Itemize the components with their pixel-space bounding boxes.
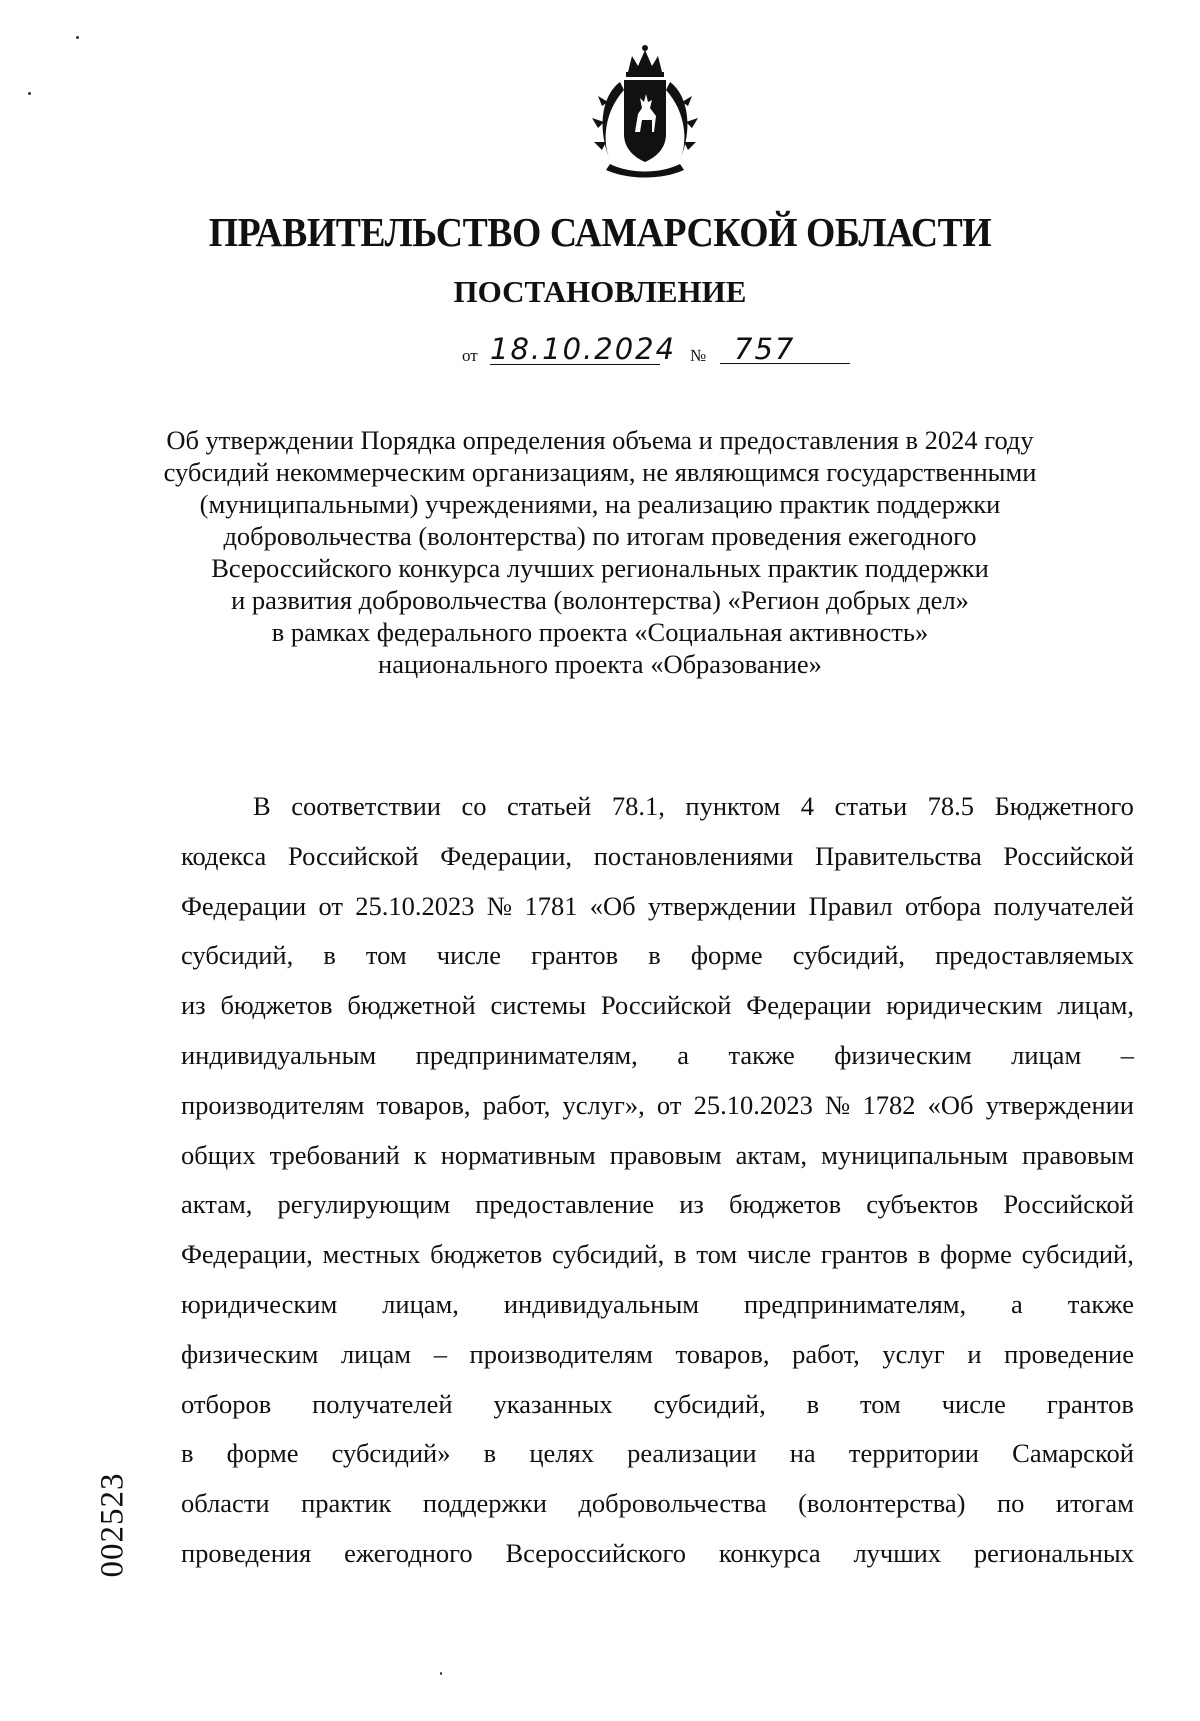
body-word: индивидуальным bbox=[503, 1289, 700, 1319]
body-word: производителям bbox=[469, 1338, 653, 1369]
body-word: территории bbox=[848, 1438, 979, 1469]
body-word: том bbox=[860, 1388, 901, 1419]
number-prefix: № bbox=[690, 346, 707, 365]
body-word: В bbox=[253, 791, 271, 821]
body-word: требований bbox=[269, 1139, 400, 1170]
body-word: и bbox=[967, 1338, 982, 1369]
body-word: Самарской bbox=[1012, 1438, 1134, 1469]
body-word: физическим bbox=[834, 1040, 972, 1070]
body-word: физическим bbox=[181, 1338, 319, 1369]
body-word: производителям bbox=[181, 1089, 365, 1120]
document-number: 757 bbox=[720, 334, 850, 364]
body-word: предоставление bbox=[475, 1189, 655, 1220]
date-number-line bbox=[462, 334, 852, 370]
body-word: лицам, bbox=[382, 1289, 459, 1319]
body-word: актам, bbox=[735, 1139, 808, 1170]
body-word: местных bbox=[322, 1239, 421, 1270]
subject-line: субсидий некоммерческим организациям, не являющимся государственными bbox=[163, 457, 1037, 487]
body-word: услуг bbox=[882, 1338, 945, 1369]
body-word: субсидий» bbox=[331, 1438, 451, 1469]
body-line bbox=[181, 981, 1134, 1029]
body-word: форме bbox=[940, 1239, 1012, 1270]
body-word: из bbox=[679, 1189, 704, 1220]
body-word: регулирующим bbox=[277, 1189, 451, 1220]
body-word: правовым bbox=[609, 1139, 722, 1170]
body-word: правовым bbox=[1022, 1139, 1134, 1170]
body-word: в bbox=[648, 940, 661, 971]
body-word: общих bbox=[181, 1139, 256, 1170]
body-word: добровольчества bbox=[578, 1488, 767, 1519]
body-word: грантов bbox=[820, 1239, 908, 1270]
body-word: юридическим bbox=[181, 1289, 338, 1319]
body-word: «Об bbox=[927, 1089, 974, 1120]
body-word: форме bbox=[690, 940, 763, 971]
scan-speck bbox=[440, 1672, 442, 1675]
body-word: предпринимателям, bbox=[743, 1289, 967, 1319]
body-word: ежегодного bbox=[344, 1538, 473, 1568]
body-word: Федерации, bbox=[181, 1239, 313, 1270]
subject-line: Об утверждении Порядка определения объема и предоставления в 2024 году bbox=[166, 425, 1034, 455]
body-word: работ, bbox=[482, 1089, 551, 1120]
body-line bbox=[181, 1330, 1134, 1378]
body-word: отбора bbox=[904, 890, 982, 921]
subject-line: национального проекта «Образование» bbox=[378, 649, 822, 679]
government-title: ПРАВИТЕЛЬСТВО САМАРСКОЙ ОБЛАСТИ bbox=[208, 209, 992, 255]
body-word: 78.5 bbox=[927, 791, 975, 821]
body-word: в bbox=[806, 1388, 820, 1419]
body-word: статьи bbox=[834, 791, 908, 821]
body-word: числе bbox=[436, 940, 502, 971]
body-line bbox=[181, 1380, 1134, 1428]
subject-line: и развития добровольчества (волонтерства) «Регион добрых дел» bbox=[231, 585, 969, 615]
body-word: Федерации, bbox=[440, 840, 573, 871]
body-word: в bbox=[483, 1438, 497, 1469]
document-type-heading: ПОСТАНОВЛЕНИЕ bbox=[453, 274, 747, 309]
body-word: субсидий, bbox=[552, 1239, 665, 1270]
body-word: из bbox=[181, 990, 206, 1021]
body-word: Российской bbox=[1003, 1189, 1134, 1220]
body-word: Федерации bbox=[181, 890, 307, 921]
body-word: со bbox=[461, 791, 487, 821]
coat-of-arms-emblem bbox=[580, 42, 710, 182]
body-line bbox=[181, 1180, 1134, 1228]
body-word: – bbox=[433, 1338, 447, 1369]
body-word: также bbox=[1067, 1289, 1134, 1319]
scan-speck bbox=[76, 36, 79, 39]
subject-line: Всероссийского конкурса лучших региональных практик поддержки bbox=[211, 553, 989, 583]
body-word: практик bbox=[301, 1488, 392, 1519]
body-word: в bbox=[181, 1438, 194, 1469]
body-word: области bbox=[181, 1488, 270, 1519]
body-line bbox=[181, 1131, 1134, 1179]
body-word: региональных bbox=[973, 1538, 1134, 1568]
body-word: 4 bbox=[800, 791, 815, 821]
scan-speck bbox=[28, 92, 31, 95]
body-word: Российской bbox=[287, 840, 419, 871]
body-word: в bbox=[674, 1239, 687, 1270]
body-word: указанных bbox=[493, 1388, 613, 1419]
subject-line: добровольчества (волонтерства) по итогам проведения ежегодного bbox=[223, 521, 977, 551]
body-word: – bbox=[1120, 1040, 1134, 1070]
body-word: получателей bbox=[993, 890, 1134, 921]
body-word: лицам bbox=[1011, 1040, 1082, 1070]
body-word: субсидий, bbox=[1021, 1239, 1134, 1270]
body-word: в bbox=[917, 1239, 931, 1270]
body-word: индивидуальным bbox=[181, 1040, 377, 1070]
body-word: лучших bbox=[853, 1538, 942, 1568]
body-word: работ, bbox=[792, 1338, 860, 1369]
body-word: Правил bbox=[808, 890, 893, 921]
body-word: по bbox=[996, 1488, 1025, 1519]
body-word: отборов bbox=[181, 1388, 272, 1419]
body-word: 25.10.2023 bbox=[355, 890, 475, 921]
body-line bbox=[181, 931, 1134, 979]
side-serial-number: 002523 bbox=[94, 1472, 131, 1578]
body-word: Федерации bbox=[746, 990, 872, 1021]
body-word: нормативным bbox=[440, 1139, 596, 1170]
document-subject bbox=[150, 424, 1050, 680]
document-date: 18.10.2024 bbox=[490, 332, 677, 366]
body-word: бюджетов bbox=[430, 1239, 543, 1270]
body-word: также bbox=[728, 1040, 795, 1070]
body-word: реализации bbox=[627, 1438, 757, 1469]
body-line bbox=[181, 1081, 1134, 1129]
body-word: системы bbox=[490, 990, 587, 1021]
body-word: предпринимателям, bbox=[415, 1040, 638, 1070]
body-word: поддержки bbox=[422, 1488, 547, 1519]
subject-line: (муниципальными) учреждениями, на реализацию практик поддержки bbox=[199, 489, 1001, 519]
body-word: субъектов bbox=[866, 1189, 979, 1220]
body-word: от bbox=[656, 1089, 682, 1120]
body-word: бюджетной bbox=[347, 990, 476, 1021]
body-line bbox=[181, 1280, 1134, 1328]
body-word: № bbox=[825, 1089, 851, 1120]
body-word: 25.10.2023 bbox=[693, 1089, 813, 1120]
body-word: предоставляемых bbox=[935, 940, 1134, 971]
body-word: конкурса bbox=[718, 1538, 821, 1568]
body-word: а bbox=[1011, 1289, 1023, 1319]
body-word: Российской bbox=[600, 990, 732, 1021]
subject-line: в рамках федерального проекта «Социальная активность» bbox=[271, 617, 929, 647]
body-word: итогам bbox=[1055, 1488, 1134, 1519]
body-word: постановлениями bbox=[593, 840, 794, 871]
body-line bbox=[181, 832, 1134, 880]
body-word: бюджетов bbox=[728, 1189, 842, 1220]
body-word: Правительства bbox=[814, 840, 982, 871]
body-word: статьей bbox=[507, 791, 592, 821]
body-word: числе bbox=[746, 1239, 812, 1270]
date-prefix: от bbox=[462, 346, 478, 365]
body-word: субсидий, bbox=[792, 940, 906, 971]
body-word: том bbox=[365, 940, 407, 971]
body-word: в bbox=[323, 940, 336, 971]
body-word: целях bbox=[529, 1438, 594, 1469]
body-word: Российской bbox=[1003, 840, 1134, 871]
body-word: 1781 bbox=[524, 890, 578, 921]
body-word: товаров, bbox=[376, 1089, 471, 1120]
body-line bbox=[253, 782, 1134, 830]
body-word: том bbox=[696, 1239, 738, 1270]
body-word: товаров, bbox=[675, 1338, 770, 1369]
body-word: лицам bbox=[340, 1338, 412, 1369]
body-word: проведения bbox=[181, 1538, 312, 1568]
body-word: утверждении bbox=[985, 1089, 1134, 1120]
body-word: грантов bbox=[1046, 1388, 1134, 1419]
body-word: 1782 bbox=[862, 1089, 916, 1120]
body-word: получателей bbox=[312, 1388, 453, 1419]
body-word: (волонтерства) bbox=[798, 1488, 966, 1519]
body-line bbox=[181, 1031, 1134, 1079]
body-word: грантов bbox=[531, 940, 619, 971]
body-word: к bbox=[413, 1139, 427, 1170]
body-word: «Об bbox=[589, 890, 636, 921]
body-line bbox=[181, 1479, 1134, 1527]
body-line bbox=[181, 1429, 1134, 1477]
side-serial-stamp bbox=[88, 1440, 138, 1610]
body-word: а bbox=[677, 1040, 690, 1070]
body-word: от bbox=[318, 890, 343, 921]
body-word: утверждении bbox=[647, 890, 797, 921]
body-word: актам, bbox=[181, 1189, 253, 1220]
body-word: числе bbox=[941, 1388, 1006, 1419]
body-word: лицам, bbox=[1057, 990, 1134, 1021]
body-word: Всероссийского bbox=[505, 1538, 687, 1568]
body-word: муниципальным bbox=[821, 1139, 1009, 1170]
body-word: бюджетов bbox=[220, 990, 333, 1021]
body-line bbox=[181, 1230, 1134, 1278]
body-word: № bbox=[486, 890, 513, 921]
body-word: Бюджетного bbox=[994, 791, 1134, 821]
body-word: субсидий, bbox=[653, 1388, 766, 1419]
body-word: кодекса bbox=[181, 840, 267, 871]
body-word: субсидий, bbox=[181, 940, 294, 971]
body-line bbox=[181, 1529, 1134, 1577]
body-word: проведение bbox=[1004, 1338, 1134, 1369]
body-word: на bbox=[789, 1438, 816, 1469]
body-word: услуг», bbox=[562, 1089, 645, 1120]
body-word: пунктом bbox=[685, 791, 781, 821]
body-word: 78.1, bbox=[611, 791, 665, 821]
body-word: соответствии bbox=[291, 791, 441, 821]
body-word: форме bbox=[226, 1438, 299, 1469]
body-word: юридическим bbox=[886, 990, 1043, 1021]
body-line bbox=[181, 882, 1134, 930]
